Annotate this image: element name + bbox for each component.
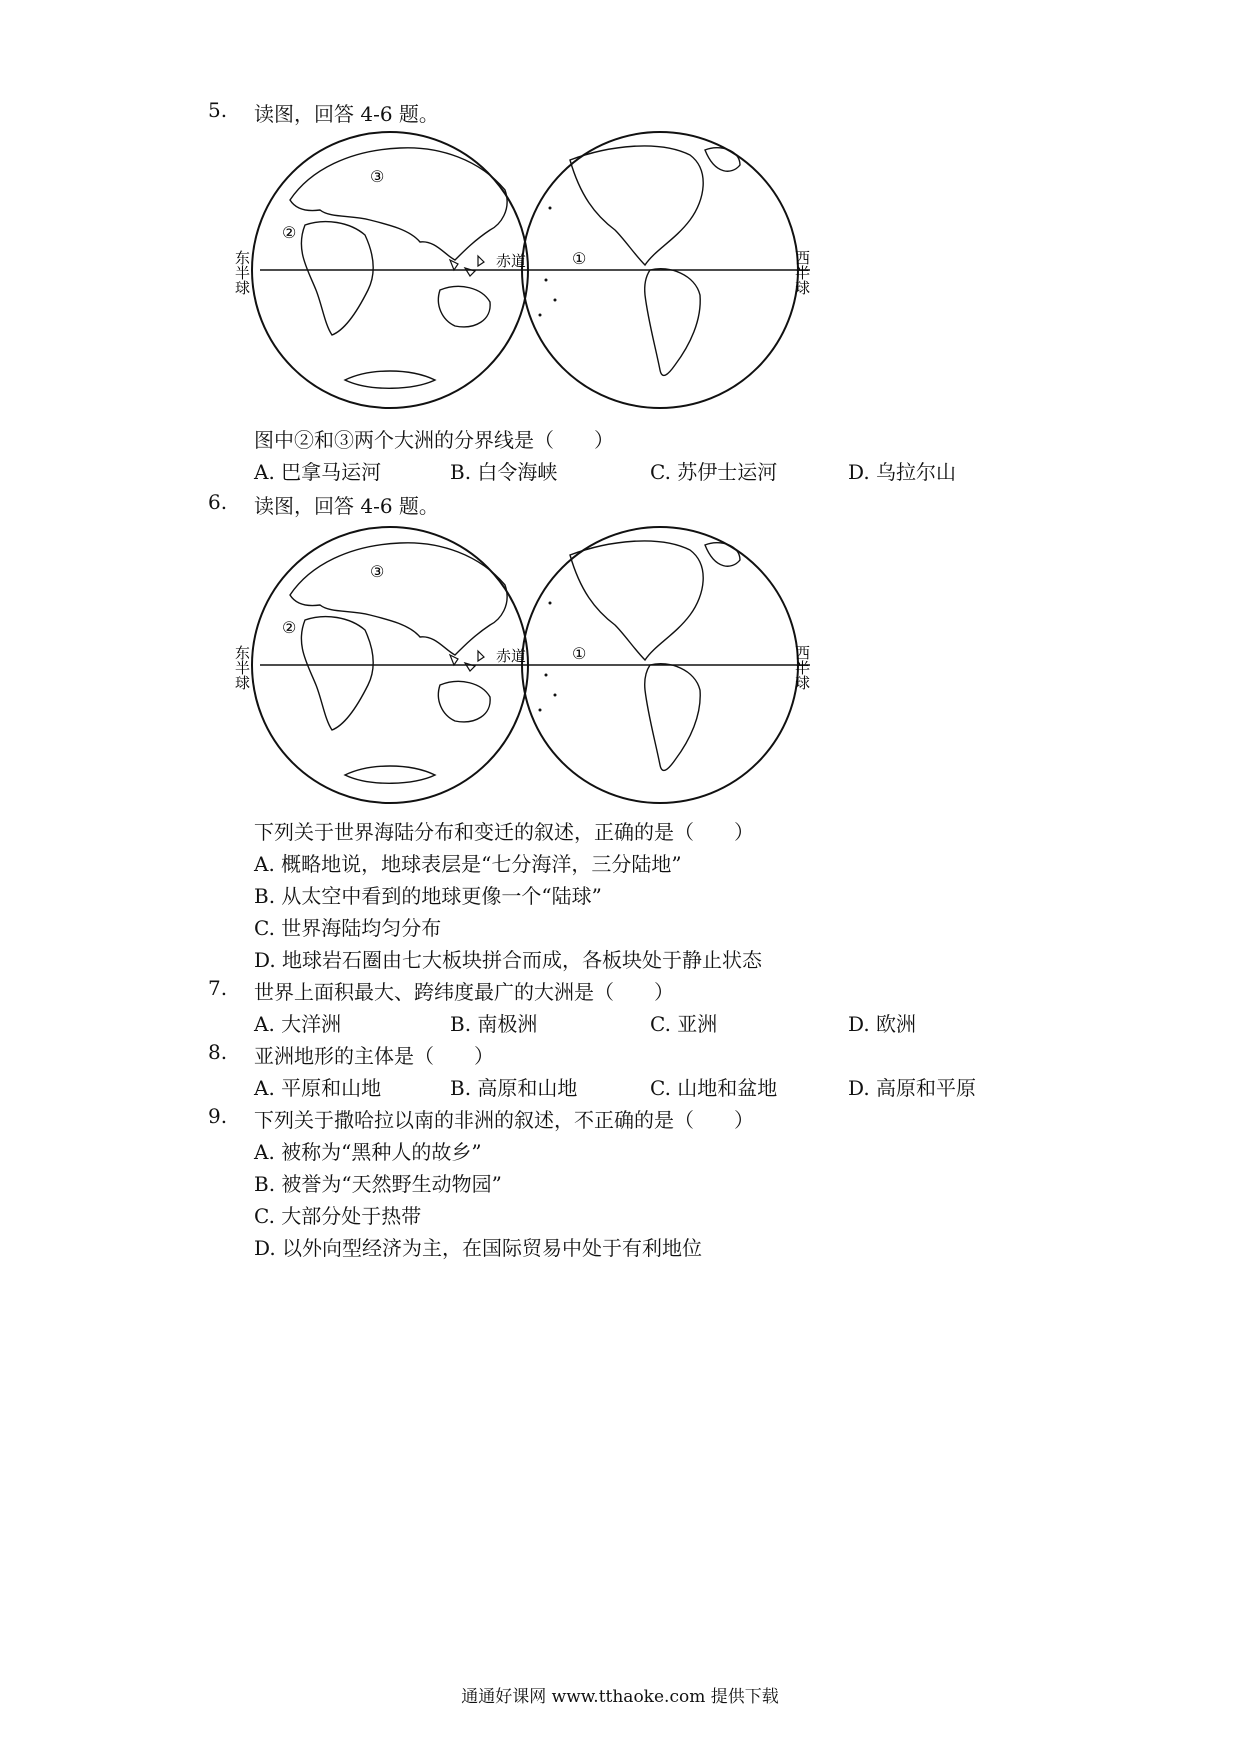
- equator-label: 赤道: [496, 647, 527, 665]
- mark-2-label: ②: [282, 223, 297, 242]
- q6-hemisphere-map: [233, 525, 850, 805]
- q6-number: 6.: [208, 490, 228, 514]
- west-hemisphere-label: 西半球: [793, 645, 811, 690]
- q9-stem: 下列关于撒哈拉以南的非洲的叙述，不正确的是（ ）: [254, 1108, 754, 1132]
- q9-option-a[interactable]: A. 被称为“黑种人的故乡”: [254, 1140, 482, 1164]
- q7-stem: 世界上面积最大、跨纬度最广的大洲是（ ）: [254, 980, 674, 1004]
- q5-number: 5.: [208, 98, 228, 122]
- q6-sub-question: 下列关于世界海陆分布和变迁的叙述，正确的是（ ）: [254, 820, 754, 844]
- hemisphere-map-svg: [233, 525, 850, 805]
- q5-option-d[interactable]: D. 乌拉尔山: [848, 460, 957, 484]
- q5-option-a[interactable]: A. 巴拿马运河: [254, 460, 382, 484]
- q8-option-b[interactable]: B. 高原和山地: [450, 1076, 578, 1100]
- q6-option-d[interactable]: D. 地球岩石圈由七大板块拼合而成，各板块处于静止状态: [254, 948, 763, 972]
- q9-option-d[interactable]: D. 以外向型经济为主，在国际贸易中处于有利地位: [254, 1236, 703, 1260]
- q5-option-c[interactable]: C. 苏伊士运河: [650, 460, 778, 484]
- q9-number: 9.: [208, 1104, 228, 1128]
- q9-option-c[interactable]: C. 大部分处于热带: [254, 1204, 422, 1228]
- q9-option-b[interactable]: B. 被誉为“天然野生动物园”: [254, 1172, 502, 1196]
- q6-stem: 读图，回答 4-6 题。: [254, 494, 439, 518]
- q6-option-c[interactable]: C. 世界海陆均匀分布: [254, 916, 442, 940]
- q8-option-a[interactable]: A. 平原和山地: [254, 1076, 382, 1100]
- q7-number: 7.: [208, 976, 228, 1000]
- q7-option-d[interactable]: D. 欧洲: [848, 1012, 917, 1036]
- q6-option-a[interactable]: A. 概略地说，地球表层是“七分海洋，三分陆地”: [254, 852, 682, 876]
- page-footer: 通通好课网 www.tthaoke.com 提供下载: [461, 1687, 779, 1707]
- q5-hemisphere-map: [233, 130, 850, 410]
- mark-1-label: ①: [572, 249, 587, 268]
- hemisphere-map-svg: [233, 130, 850, 410]
- east-hemisphere-label: 东半球: [233, 250, 251, 295]
- mark-3-label: ③: [370, 167, 385, 186]
- q8-option-c[interactable]: C. 山地和盆地: [650, 1076, 778, 1100]
- mark-2-label: ②: [282, 618, 297, 637]
- q5-stem: 读图，回答 4-6 题。: [254, 102, 439, 126]
- q6-option-b[interactable]: B. 从太空中看到的地球更像一个“陆球”: [254, 884, 602, 908]
- west-hemisphere-label: 西半球: [793, 250, 811, 295]
- q8-stem: 亚洲地形的主体是（ ）: [254, 1044, 494, 1068]
- mark-3-label: ③: [370, 562, 385, 581]
- east-hemisphere-label: 东半球: [233, 645, 251, 690]
- q7-option-a[interactable]: A. 大洋洲: [254, 1012, 342, 1036]
- q8-option-d[interactable]: D. 高原和平原: [848, 1076, 977, 1100]
- mark-1-label: ①: [572, 644, 587, 663]
- q8-number: 8.: [208, 1040, 228, 1064]
- q7-option-b[interactable]: B. 南极洲: [450, 1012, 538, 1036]
- equator-label: 赤道: [496, 252, 527, 270]
- q5-sub-question: 图中②和③两个大洲的分界线是（ ）: [254, 428, 614, 452]
- q5-option-b[interactable]: B. 白令海峡: [450, 460, 558, 484]
- q7-option-c[interactable]: C. 亚洲: [650, 1012, 718, 1036]
